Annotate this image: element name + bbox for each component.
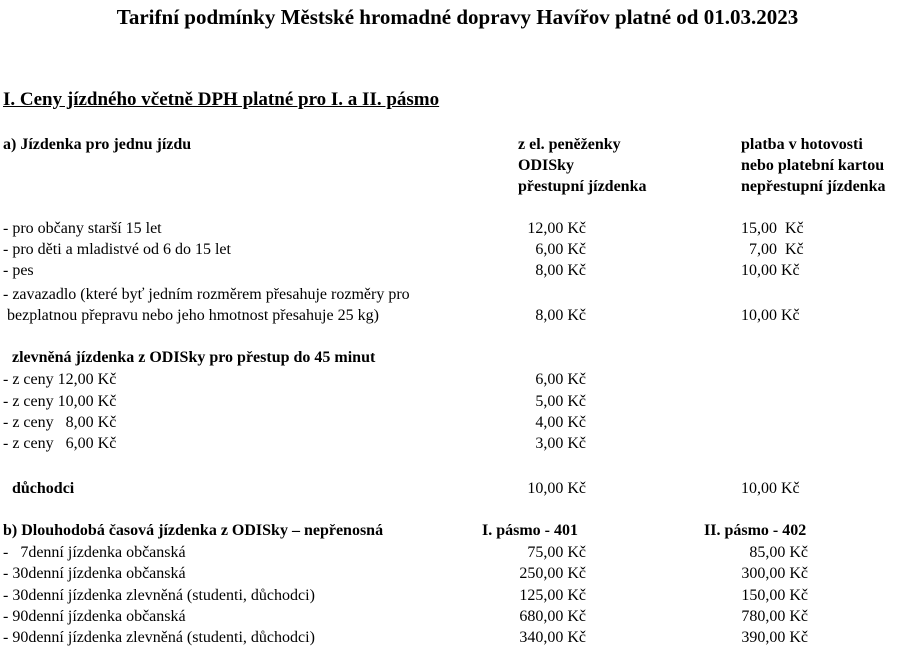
discount-row-label: - z ceny 6,00 Kč <box>3 435 117 452</box>
pass-row-label: - 90denní jízdenka občanská <box>3 608 186 625</box>
fare-row-label: - pro občany starší 15 let <box>3 220 162 237</box>
luggage-price-col1: 8,00 Kč <box>535 307 586 324</box>
pass-row-label: - 7denní jízdenka občanská <box>3 544 186 561</box>
pass-row-price-zone2: 85,00 Kč <box>749 544 808 561</box>
pass-row-label: - 30denní jízdenka občanská <box>3 565 186 582</box>
section-heading: I. Ceny jízdného včetně DPH platné pro I. a II. pásmo <box>3 89 440 110</box>
pass-row-price-zone2: 150,00 Kč <box>741 587 808 604</box>
col2-header-line3: nepřestupní jízdenka <box>741 178 886 195</box>
fare-row-price-col2: 7,00 Kč <box>749 241 804 258</box>
fare-row-price-col1: 8,00 Kč <box>535 262 586 279</box>
pass-row-price-zone1: 75,00 Kč <box>527 544 586 561</box>
discounted-heading: zlevněná jízdenka z ODISky pro přestup do 45 minut <box>12 349 376 366</box>
fare-row-label: - pes <box>3 262 34 279</box>
fare-row-price-col2: 10,00 Kč <box>741 262 800 279</box>
pass-row-price-zone2: 390,00 Kč <box>741 629 808 646</box>
discount-row-label: - z ceny 10,00 Kč <box>3 393 117 410</box>
col1-header-line3: přestupní jízdenka <box>518 178 647 195</box>
pass-row-label: - 90denní jízdenka zlevněná (studenti, důchodci) <box>3 629 315 646</box>
col2-header-line1: platba v hotovosti <box>741 136 863 153</box>
zone2-header: II. pásmo - 402 <box>704 522 807 539</box>
luggage-price-col2: 10,00 Kč <box>741 307 800 324</box>
discount-row-label: - z ceny 8,00 Kč <box>3 414 117 431</box>
discount-row-price: 6,00 Kč <box>535 371 586 388</box>
col1-header-line2: ODISky <box>518 157 575 174</box>
pensioners-price-col1: 10,00 Kč <box>527 480 586 497</box>
pass-row-label: - 30denní jízdenka zlevněná (studenti, důchodci) <box>3 587 315 604</box>
col1-header-line1: z el. peněženky <box>518 136 621 153</box>
pass-row-price-zone1: 680,00 Kč <box>519 608 586 625</box>
pass-row-price-zone1: 340,00 Kč <box>519 629 586 646</box>
discount-row-label: - z ceny 12,00 Kč <box>3 371 117 388</box>
pass-row-price-zone1: 250,00 Kč <box>519 565 586 582</box>
fare-row-price-col1: 12,00 Kč <box>527 220 586 237</box>
pensioners-price-col2: 10,00 Kč <box>741 480 800 497</box>
pass-row-price-zone1: 125,00 Kč <box>519 587 586 604</box>
pass-row-price-zone2: 300,00 Kč <box>741 565 808 582</box>
pass-row-price-zone2: 780,00 Kč <box>741 608 808 625</box>
col2-header-line2: nebo platební kartou <box>741 157 885 174</box>
page-title: Tarifní podmínky Městské hromadné dopravy Havířov platné od 01.03.2023 <box>116 5 799 29</box>
fare-row-label: - pro děti a mladistvé od 6 do 15 let <box>3 241 231 258</box>
luggage-label-line1: - zavazadlo (které byť jedním rozměrem přesahuje rozměry pro <box>3 286 410 303</box>
fare-row-price-col1: 6,00 Kč <box>535 241 586 258</box>
fare-row-price-col2: 15,00 Kč <box>741 220 804 237</box>
discount-row-price: 4,00 Kč <box>535 414 586 431</box>
discount-row-price: 5,00 Kč <box>535 393 586 410</box>
discount-row-price: 3,00 Kč <box>535 435 586 452</box>
zone1-header: I. pásmo - 401 <box>482 522 579 539</box>
pensioners-label: důchodci <box>12 480 75 497</box>
luggage-label-line2: bezplatnou přepravu nebo jeho hmotnost přesahuje 25 kg) <box>3 307 379 324</box>
long-term-heading: b) Dlouhodobá časová jízdenka z ODISky – nepřenosná <box>3 522 384 539</box>
single-ticket-heading: a) Jízdenka pro jednu jízdu <box>3 136 192 153</box>
